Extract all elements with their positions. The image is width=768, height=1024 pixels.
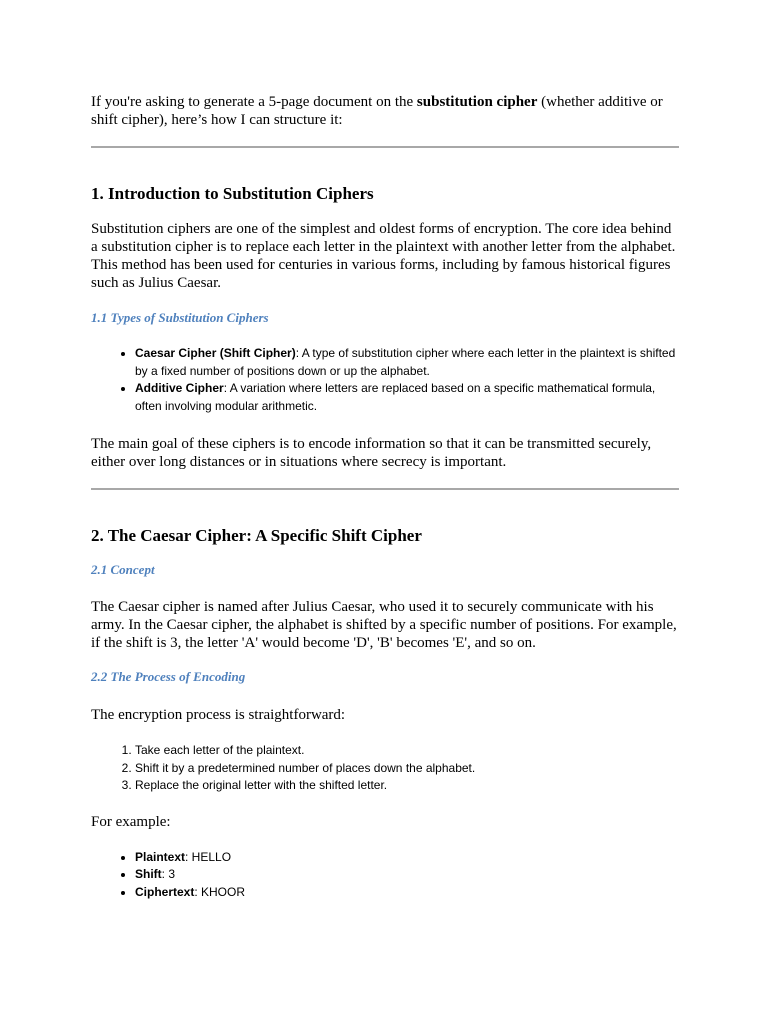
section-1-paragraph: Substitution ciphers are one of the simplest and oldest forms of encryption. The core idea behind a substitution cipher is to replace each letter in the plaintext with another letter from the alphabet. This method has been used for centuries in various forms, including by famous historical figures such as Julius Caesar. <box>91 221 676 291</box>
list-item-term: Caesar Cipher (Shift Cipher) <box>135 346 296 360</box>
list-item: 1. Take each letter of the plaintext. <box>135 742 679 760</box>
intro-text-after: (whether additive or shift cipher), here’s how I can structure it: <box>91 94 663 128</box>
intro-bold-term: substitution cipher <box>416 94 538 110</box>
list-item-text: : A type of substitution cipher where each letter in the plaintext is shifted by a fixed number of positions down or up the alphabet. <box>135 346 676 378</box>
example-list <box>91 849 679 902</box>
list-item <box>135 345 679 380</box>
section-2-heading: 2. The Caesar Cipher: A Specific Shift Cipher <box>91 526 422 545</box>
section-1-closing-paragraph: The main goal of these ciphers is to encode information so that it can be transmitted securely, either over long distances or in situations where secrecy is important. <box>91 436 652 470</box>
list-item-text: : 3 <box>161 867 176 881</box>
intro-text-before: If you're asking to generate a 5-page document on the <box>91 94 417 110</box>
list-item-term: Additive Cipher <box>135 381 224 395</box>
list-item <box>135 849 679 867</box>
list-item <box>135 884 679 902</box>
section-2-1-paragraph: The Caesar cipher is named after Julius Caesar, who used it to securely communicate with his army. In the Caesar cipher, the alphabet is shifted by a specific number of positions. For example, if the shift is 3, the letter 'A' would become 'D', 'B' becomes 'E', and so on. <box>91 599 677 651</box>
section-2-2-subheading: 2.2 The Process of Encoding <box>91 669 246 684</box>
list-item-term: Shift <box>135 867 162 881</box>
example-intro: For example: <box>91 813 171 830</box>
list-item-text: : KHOOR <box>194 884 246 899</box>
horizontal-rule <box>91 488 679 490</box>
list-item <box>135 866 679 884</box>
intro-paragraph <box>91 93 679 129</box>
list-item: 3. Replace the original letter with the shifted letter. <box>135 777 679 795</box>
list-item-text: : A variation where letters are replaced based on a specific mathematical formula, often involving modular arithmetic. <box>135 381 656 413</box>
process-intro: The encryption process is straightforward: <box>91 707 346 723</box>
list-item: 2. Shift it by a predetermined number of places down the alphabet. <box>135 760 679 778</box>
list-item <box>135 380 679 415</box>
cipher-types-list <box>91 345 679 415</box>
list-item-term: Ciphertext <box>135 884 195 899</box>
section-2-1-subheading: 2.1 Concept <box>91 562 155 577</box>
section-1-heading: 1. Introduction to Substitution Ciphers <box>91 184 374 203</box>
section-1-1-subheading: 1.1 Types of Substitution Ciphers <box>91 310 269 325</box>
list-item-text: : HELLO <box>185 849 232 864</box>
document-page <box>91 93 679 901</box>
horizontal-rule <box>91 146 679 148</box>
encoding-steps-list <box>91 742 679 795</box>
list-item-term: Plaintext <box>135 849 186 864</box>
